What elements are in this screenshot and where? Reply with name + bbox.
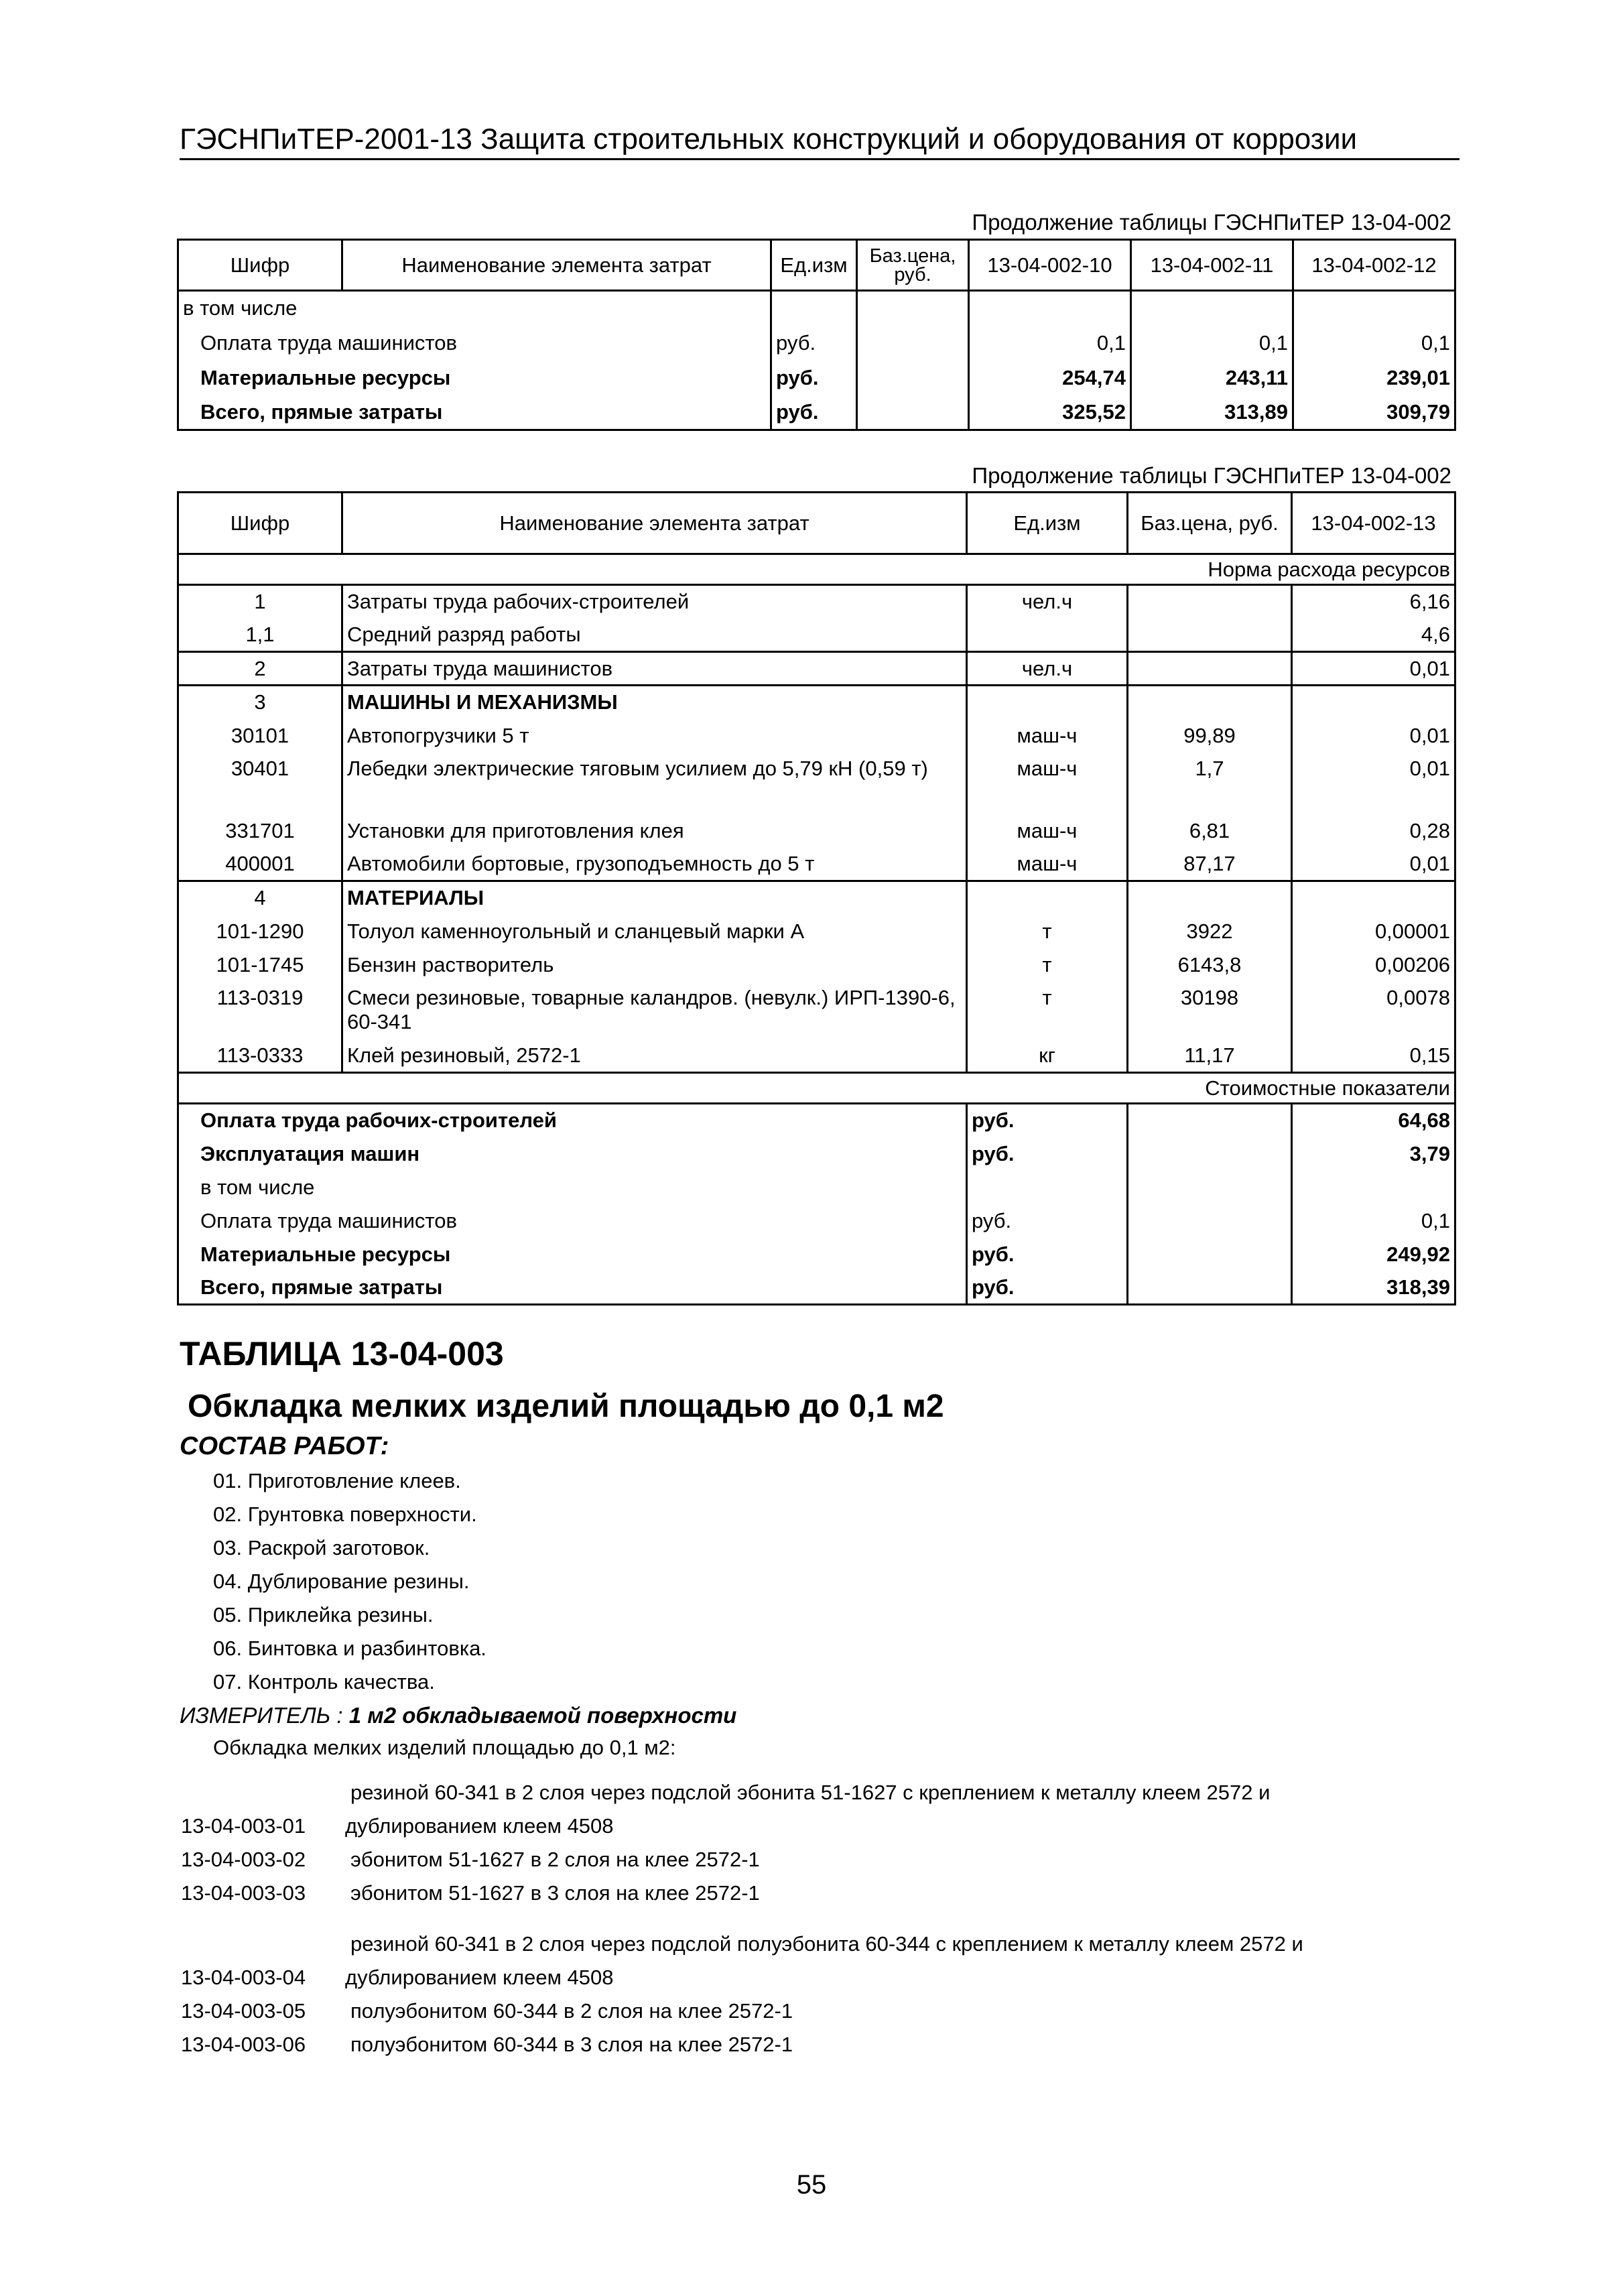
- table-row: [178, 814, 1455, 848]
- row-name: Бензин растворитель: [342, 948, 967, 982]
- row-name: Толуол каменноугольный и сланцевый марки А: [342, 915, 967, 948]
- page-number: 55: [796, 2170, 827, 2199]
- row-unit: [967, 619, 1128, 652]
- row-name: МАТЕРИАЛЫ: [342, 881, 967, 915]
- works-list: [213, 1464, 486, 1699]
- row-value: 6,16: [1292, 585, 1455, 619]
- table-subtitle: Обкладка мелких изделий площадью до 0,1 м2: [188, 1389, 944, 1424]
- row-code: 101-1290: [178, 915, 342, 948]
- row-code: 400001: [178, 848, 342, 881]
- code-description: дублированием клеем 4508: [345, 1966, 614, 1989]
- col-header-13: 13-04-002-13: [1292, 493, 1455, 554]
- table-row: [181, 1873, 1484, 1907]
- row-name: в том числе: [178, 1171, 967, 1204]
- code-number: 13-04-003-04: [181, 1966, 306, 1989]
- table2-header-row: [178, 493, 1455, 554]
- row-unit: чел.ч: [967, 585, 1128, 619]
- row-value: 0,28: [1292, 814, 1455, 848]
- code-description: резиной 60-341 в 2 слоя через подслой полуэбонита 60-344 с креплением к металлу клеем 2572 и: [350, 1932, 1303, 1956]
- table2: [177, 491, 1456, 1305]
- row-unit: руб.: [967, 1104, 1128, 1137]
- row-name: Лебедки электрические тяговым усилием до 5,79 кН (0,59 т): [342, 753, 967, 814]
- table-row: [178, 1171, 1455, 1204]
- row-name: Оплата труда рабочих-строителей: [178, 1104, 967, 1137]
- table-title: ТАБЛИЦА 13-04-003: [180, 1335, 504, 1373]
- table-row: [178, 326, 1455, 361]
- row-value: 325,52: [969, 395, 1131, 430]
- code-description: полуэбонитом 60-344 в 2 слоя на клее 2572-1: [350, 1999, 793, 2023]
- table-row: [181, 1958, 1484, 1991]
- row-value: 0,15: [1292, 1039, 1455, 1073]
- table-row: [178, 982, 1455, 1039]
- table-row: [178, 291, 1455, 326]
- code-description: полуэбонитом 60-344 в 3 слоя на клее 2572-1: [350, 2033, 793, 2056]
- row-name: Затраты труда машинистов: [342, 652, 967, 686]
- list-item: 05. Приклейка резины.: [213, 1603, 434, 1627]
- header-rule: [180, 158, 1459, 160]
- row-value: 0,0078: [1292, 982, 1455, 1039]
- table-row: [178, 361, 1455, 395]
- row-code: 3: [178, 686, 342, 719]
- table-row: [178, 1137, 1455, 1171]
- table-row: [178, 585, 1455, 619]
- row-code: 2: [178, 652, 342, 686]
- code-description: дублированием клеем 4508: [345, 1814, 614, 1838]
- row-value: 0,01: [1292, 753, 1455, 814]
- table-row: [178, 948, 1455, 982]
- row-value: 64,68: [1292, 1104, 1455, 1137]
- table-row: [178, 881, 1455, 915]
- col-header-price: Баз.цена, руб.: [857, 240, 969, 291]
- col-header-price: Баз.цена, руб.: [1128, 493, 1292, 554]
- table-row: [178, 652, 1455, 686]
- row-unit: маш-ч: [967, 719, 1128, 753]
- row-value: 4,6: [1292, 619, 1455, 652]
- row-code: 1: [178, 585, 342, 619]
- row-unit: руб.: [967, 1238, 1128, 1271]
- table-row: [178, 1204, 1455, 1238]
- table-row: [178, 753, 1455, 814]
- row-unit: т: [967, 948, 1128, 982]
- row-code: 101-1745: [178, 948, 342, 982]
- row-name: Автопогрузчики 5 т: [342, 719, 967, 753]
- row-value: 313,89: [1131, 395, 1293, 430]
- table-row: [178, 1104, 1455, 1137]
- row-name: Эксплуатация машин: [178, 1137, 967, 1171]
- list-item: 02. Грунтовка поверхности.: [213, 1503, 477, 1526]
- row-price: 87,17: [1128, 848, 1292, 881]
- table-row: [178, 1039, 1455, 1073]
- row-name: Автомобили бортовые, грузоподъемность до 5 т: [342, 848, 967, 881]
- row-value: 254,74: [969, 361, 1131, 395]
- row-label: Оплата труда машинистов: [178, 326, 771, 361]
- cost-label: Стоимостные показатели: [178, 1073, 1455, 1104]
- row-price: [1128, 585, 1292, 619]
- row-unit: маш-ч: [967, 753, 1128, 814]
- row-value: 0,1: [1131, 326, 1293, 361]
- row-unit: руб.: [967, 1204, 1128, 1238]
- row-label: в том числе: [178, 291, 771, 326]
- row-code: 113-0319: [178, 982, 342, 1039]
- row-name: Установки для приготовления клея: [342, 814, 967, 848]
- list-item: 03. Раскрой заготовок.: [213, 1536, 430, 1559]
- row-value: 243,11: [1131, 361, 1293, 395]
- row-price: 6143,8: [1128, 948, 1292, 982]
- row-value: 318,39: [1292, 1271, 1455, 1305]
- code-description: эбонитом 51-1627 в 2 слоя на клее 2572-1: [350, 1848, 760, 1871]
- row-name: Оплата труда машинистов: [178, 1204, 967, 1238]
- row-price: 30198: [1128, 982, 1292, 1039]
- row-price: 1,7: [1128, 753, 1292, 814]
- row-unit: т: [967, 915, 1128, 948]
- table-row: [181, 1779, 1484, 1806]
- row-unit: руб.: [771, 361, 857, 395]
- code-description: эбонитом 51-1627 в 3 слоя на клее 2572-1: [350, 1881, 760, 1905]
- row-value: 3,79: [1292, 1137, 1455, 1171]
- row-value: 0,1: [969, 326, 1131, 361]
- row-value: 0,1: [1293, 326, 1455, 361]
- row-value: 0,01: [1292, 719, 1455, 753]
- row-name: Средний разряд работы: [342, 619, 967, 652]
- norm-label: Норма расхода ресурсов: [178, 554, 1455, 585]
- table-row: [181, 1991, 1484, 2025]
- table-row: [178, 719, 1455, 753]
- row-code: 1,1: [178, 619, 342, 652]
- meter-line: [180, 1701, 736, 1730]
- row-unit: руб.: [771, 326, 857, 361]
- row-value: 0,1: [1292, 1204, 1455, 1238]
- row-name: МАШИНЫ И МЕХАНИЗМЫ: [342, 686, 967, 719]
- table-row: [178, 686, 1455, 719]
- row-unit: т: [967, 982, 1128, 1039]
- row-price: [1128, 652, 1292, 686]
- col-header-unit: Ед.изм: [967, 493, 1128, 554]
- row-price: 6,81: [1128, 814, 1292, 848]
- row-price: 3922: [1128, 915, 1292, 948]
- table-row: [181, 1907, 1484, 1958]
- code-number: 13-04-003-01: [181, 1814, 306, 1838]
- row-unit: маш-ч: [967, 814, 1128, 848]
- row-price: [1128, 619, 1292, 652]
- col-header-unit: Ед.изм: [771, 240, 857, 291]
- row-value: 0,01: [1292, 652, 1455, 686]
- row-label: Всего, прямые затраты: [178, 395, 771, 430]
- table-row: [178, 619, 1455, 652]
- row-unit: руб.: [771, 395, 857, 430]
- col-header-code: Шифр: [178, 240, 342, 291]
- table1: [177, 239, 1456, 431]
- row-value: 0,01: [1292, 848, 1455, 881]
- row-code: 331701: [178, 814, 342, 848]
- row-unit: руб.: [967, 1137, 1128, 1171]
- table-row: [178, 1238, 1455, 1271]
- row-name: Материальные ресурсы: [178, 1238, 967, 1271]
- row-price: 11,17: [1128, 1039, 1292, 1073]
- col-header-11: 13-04-002-11: [1131, 240, 1293, 291]
- row-name: Затраты труда рабочих-строителей: [342, 585, 967, 619]
- row-code: 4: [178, 881, 342, 915]
- code-number: 13-04-003-03: [181, 1881, 306, 1905]
- row-value: 309,79: [1293, 395, 1455, 430]
- col-header-name: Наименование элемента затрат: [342, 493, 967, 554]
- intro-line: Обкладка мелких изделий площадью до 0,1 м2:: [213, 1736, 676, 1759]
- list-item: 07. Контроль качества.: [213, 1670, 435, 1694]
- table-row: [181, 2025, 1484, 2058]
- table-row: [178, 915, 1455, 948]
- code-description: резиной 60-341 в 2 слоя через подслой эбонита 51-1627 с креплением к металлу клеем 2572 и: [350, 1781, 1271, 1804]
- table1-header-row: [178, 240, 1455, 291]
- table1-caption: Продолжение таблицы ГЭСНПиТЕР 13-04-002: [972, 210, 1451, 235]
- col-header-code: Шифр: [178, 493, 342, 554]
- list-item: 06. Бинтовка и разбинтовка.: [213, 1637, 486, 1660]
- row-name: Смеси резиновые, товарные каландров. (невулк.) ИРП-1390-6, 60-341: [342, 982, 967, 1039]
- row-code: 30401: [178, 753, 342, 814]
- code-number: 13-04-003-05: [181, 1999, 306, 2023]
- row-unit: чел.ч: [967, 652, 1128, 686]
- row-name: Клей резиновый, 2572-1: [342, 1039, 967, 1073]
- code-number: 13-04-003-06: [181, 2033, 306, 2056]
- cost-header-row: [178, 1073, 1455, 1104]
- norm-header-row: [178, 554, 1455, 585]
- row-value: 239,01: [1293, 361, 1455, 395]
- row-value: 0,00206: [1292, 948, 1455, 982]
- list-item: 01. Приготовление клеев.: [213, 1469, 461, 1492]
- meter-value: 1 м2 обкладываемой поверхности: [348, 1703, 737, 1728]
- table-row: [178, 1271, 1455, 1305]
- row-code: 30101: [178, 719, 342, 753]
- col-header-12: 13-04-002-12: [1293, 240, 1455, 291]
- row-unit: кг: [967, 1039, 1128, 1073]
- row-unit: маш-ч: [967, 848, 1128, 881]
- code-number: 13-04-003-02: [181, 1848, 306, 1871]
- table-row: [181, 1840, 1484, 1873]
- row-name: Всего, прямые затраты: [178, 1271, 967, 1305]
- table-row: [181, 1806, 1484, 1840]
- col-header-name: Наименование элемента затрат: [342, 240, 771, 291]
- list-item: 04. Дублирование резины.: [213, 1570, 470, 1593]
- row-value: 0,00001: [1292, 915, 1455, 948]
- table-row: [178, 848, 1455, 881]
- row-value: 249,92: [1292, 1238, 1455, 1271]
- codes-table: [181, 1779, 1484, 2058]
- row-unit: руб.: [967, 1271, 1128, 1305]
- row-price: 99,89: [1128, 719, 1292, 753]
- running-header: ГЭСНПиТЕР-2001-13 Защита строительных конструкций и оборудования от коррозии: [180, 123, 1358, 155]
- row-label: Материальные ресурсы: [178, 361, 771, 395]
- table-row: [178, 395, 1455, 430]
- row-code: 113-0333: [178, 1039, 342, 1073]
- meter-label: ИЗМЕРИТЕЛЬ :: [180, 1703, 343, 1728]
- table2-caption: Продолжение таблицы ГЭСНПиТЕР 13-04-002: [972, 463, 1451, 488]
- col-header-10: 13-04-002-10: [969, 240, 1131, 291]
- works-heading: СОСТАВ РАБОТ:: [180, 1432, 389, 1460]
